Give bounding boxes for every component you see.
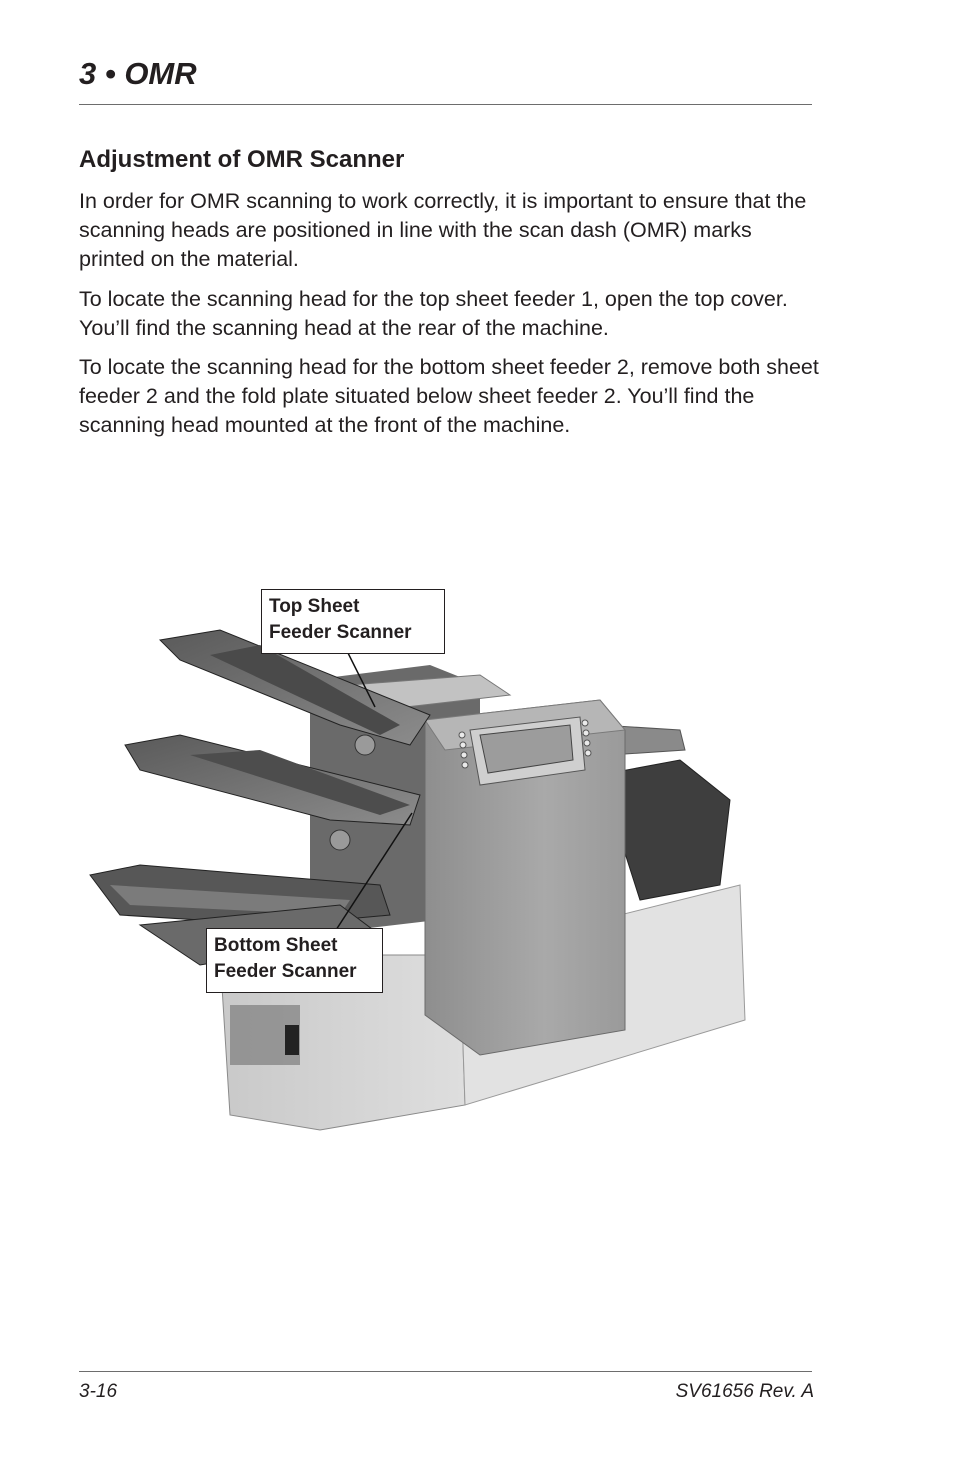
callout-label-line: Feeder Scanner	[214, 961, 357, 982]
bottom-sheet-feeder-scanner-callout	[206, 928, 383, 993]
folder-inserter-machine-photo	[80, 585, 760, 1145]
paragraph-intro: In order for OMR scanning to work correctly, it is important to ensure that the scanning heads are positioned in line with the scan dash (OMR) marks printed on the material.	[79, 189, 807, 271]
page-number: 3-16	[79, 1381, 118, 1402]
paragraph-top-scanner: To locate the scanning head for the top sheet feeder 1, open the top cover. You’ll find the scanning head at the rear of the machine.	[79, 287, 788, 340]
footer-rule	[79, 1371, 812, 1372]
callout-label-line: Feeder Scanner	[269, 622, 412, 643]
callout-label-line: Top Sheet	[269, 596, 360, 617]
section-heading: Adjustment of OMR Scanner	[79, 146, 405, 173]
paragraph-bottom-scanner: To locate the scanning head for the bottom sheet feeder 2, remove both sheet feeder 2 and the fold plate situated below sheet feeder 2. You’ll find the scanning head mounted at the front of the machine.	[79, 355, 819, 437]
chapter-title: 3 • OMR	[79, 56, 197, 91]
document-id: SV61656 Rev. A	[675, 1381, 814, 1402]
callout-label-line: Bottom Sheet	[214, 935, 338, 956]
header-rule	[79, 104, 812, 105]
top-sheet-feeder-scanner-callout	[261, 589, 445, 654]
